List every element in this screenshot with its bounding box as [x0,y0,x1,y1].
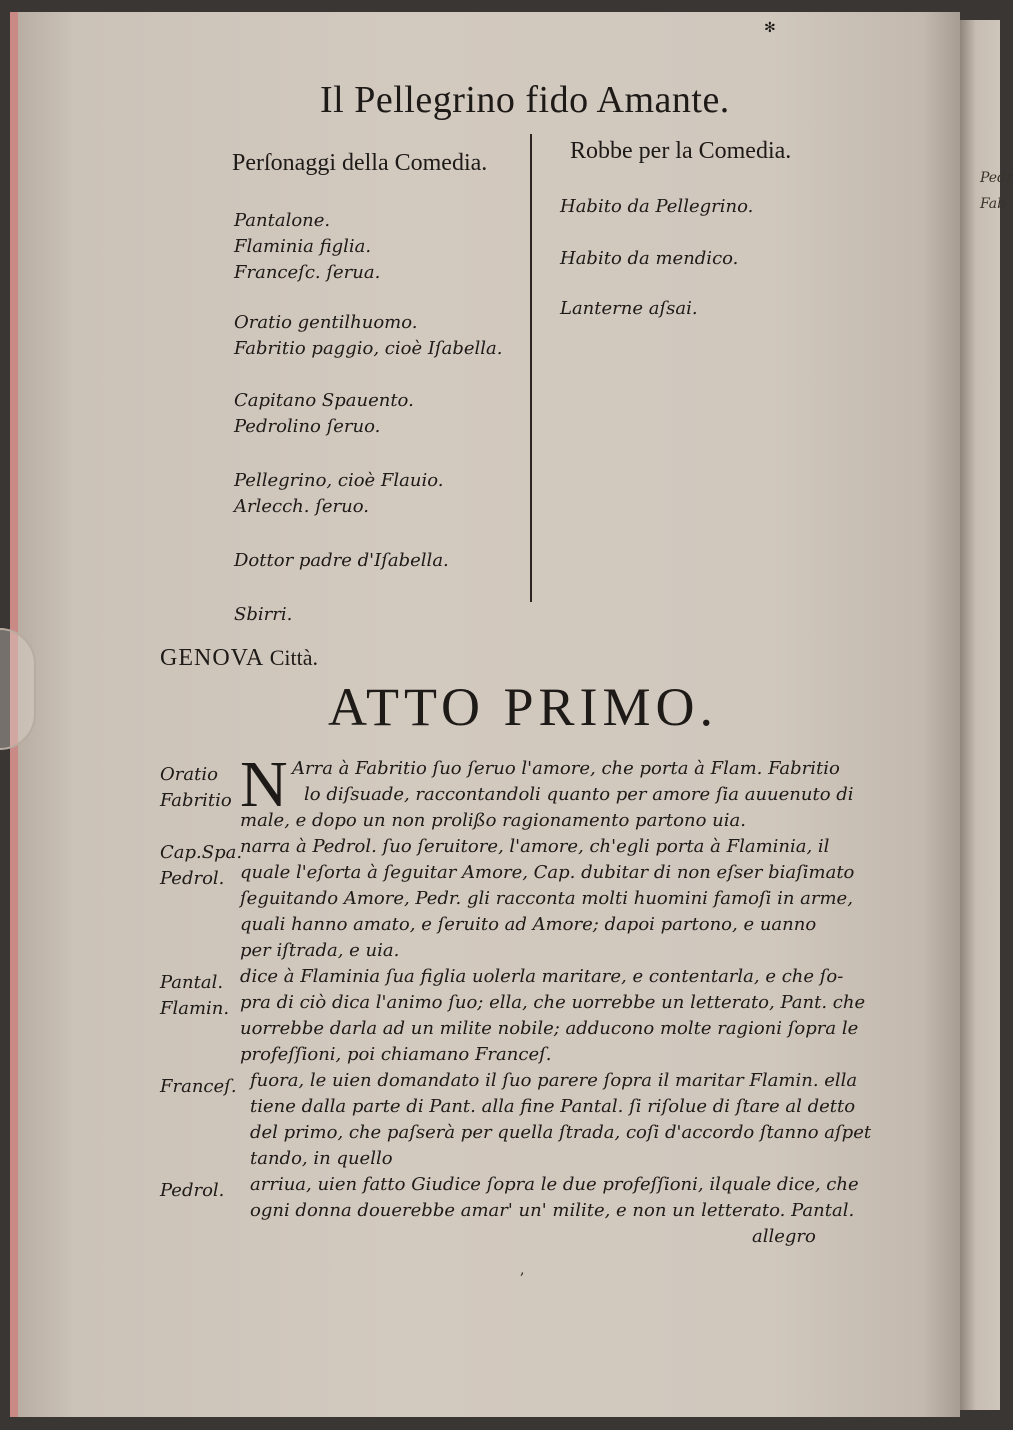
act-title: ATTO PRIMO. [328,677,719,737]
personaggio-item: Capitano Spauento. [234,390,414,411]
speaker-name: Pantal. [160,972,224,993]
personaggio-item: Dottor padre d'Iſabella. [234,550,449,571]
text-line: dice à Flaminia ſua figlia uolerla maritare, e contentarla, e che ſo- [240,966,844,987]
text-line: quali hanno amato, e ſeruito ad Amore; dapoi partono, e uanno [240,914,817,935]
adjacent-page-fragment: Pedr [980,170,1013,186]
text-line: lo diſsuade, raccontandoli quanto per amore ſia auuenuto di [304,784,854,805]
speaker-name: Fabritio [160,790,232,811]
page-clasp [0,628,36,750]
text-line: tiene dalla parte di Pant. alla fine Pantal. ſi riſolue di ſtare al detto [250,1096,856,1117]
text-line: fuora, le uien domandato il ſuo parere ſopra il maritar Flamin. ella [250,1070,858,1091]
speaker-name: Pedrol. [160,868,225,889]
column-divider [530,134,532,602]
text-line: ſeguitando Amore, Pedr. gli racconta molti huomini famoſi in arme, [240,888,853,909]
robba-item: Habito da Pellegrino. [560,196,754,217]
personaggio-item: Flaminia figlia. [234,236,372,257]
speaker-name: Franceſ. [160,1076,237,1097]
robba-item: Habito da mendico. [560,248,739,269]
robba-item: Lanterne aſsai. [560,298,698,319]
speaker-name: Oratio [160,764,218,785]
personaggio-item: Pellegrino, cioè Flauio. [234,470,444,491]
page-title: Il Pellegrino fido Amante. [320,79,730,121]
footer-mark: , [520,1262,525,1278]
text-line: del primo, che paſserà per quella ſtrada, coſi d'accordo ſtanno aſpet [250,1122,872,1143]
personaggio-item: Fabritio paggio, cioè Iſabella. [234,338,503,359]
personaggio-item: Pantalone. [234,210,331,231]
personaggio-item: Sbirri. [234,604,293,625]
text-line: Arra à Fabritio ſuo ſeruo l'amore, che porta à Flam. Fabritio [292,758,840,779]
text-line: quale l'eſorta à ſeguitar Amore, Cap. dubitar di non eſser biaſimato [240,862,855,883]
text-line: pra di ciò dica l'animo ſuo; ella, che uorrebbe un letterato, Pant. che [240,992,866,1013]
text-line: per iſtrada, e uia. [240,940,400,961]
personaggio-item: Arlecch. ſeruo. [234,496,369,517]
speaker-name: Pedrol. [160,1180,225,1201]
text-line: narra à Pedrol. ſuo ſeruitore, l'amore, ch'egli porta à Flaminia, il [240,836,830,857]
dropcap: N [240,748,288,821]
text-line: ogni donna douerebbe amar' un' milite, e non un letterato. Pantal. [250,1200,855,1221]
setting-suffix: Città. [269,645,319,670]
corner-mark: ✻ [764,20,776,36]
personaggio-item: Franceſc. ſerua. [234,262,381,283]
adjacent-page-fragment: Fab [980,196,1007,212]
personaggio-item: Oratio gentilhuomo. [234,312,418,333]
text-line: male, e dopo un non prolißo ragionamento partono uia. [240,810,746,831]
robbe-heading: Robbe per la Comedia. [570,138,792,164]
text-line: tando, in quello [250,1148,393,1169]
personaggio-item: Pedrolino ſeruo. [234,416,381,437]
catchword: allegro [752,1226,816,1247]
adjacent-page-edge [960,20,1013,1410]
text-line: arriua, uien fatto Giudice ſopra le due profeſſioni, ilquale dice, che [250,1174,859,1195]
text-line: uorrebbe darla ad un milite nobile; adducono molte ragioni ſopra le [240,1018,859,1039]
setting-city: GENOVA [160,645,265,671]
speaker-name: Cap.Spa. [160,842,243,863]
text-line: profeſſioni, poi chiamano Franceſ. [240,1044,552,1065]
setting-line [160,645,318,672]
personaggi-heading: Perſonaggi della Comedia. [232,150,488,176]
speaker-name: Flamin. [160,998,230,1019]
